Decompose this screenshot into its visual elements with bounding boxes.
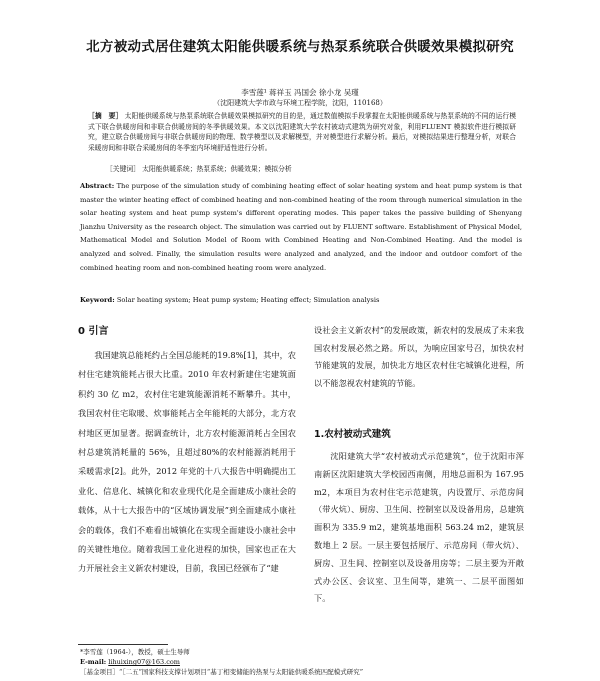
english-abstract <box>80 180 522 275</box>
footnote-email <box>80 657 520 667</box>
passive-building-paragraph <box>314 448 524 608</box>
footnote-fund: ［基金项目］“［二五”国家科技支撑计划项目“基丁相变储能的热泵与太阳能供暖系统匹配模式研究” <box>80 668 364 676</box>
authors: 李雪莲¹ 蒋祥玉 冯国会 徐小龙 吴瑾 <box>241 88 359 97</box>
chinese-abstract-text: 太阳能供暖系统与热泵系统联合供暖效果模拟研究的目的是，通过数值模拟手段掌握在太阳能供暖系统与热泵系统的不同的运行模式下联合供暖房间和非联合供暖房间的冬季供暖效果。本文以沈阳建筑大学农村被动式建筑为研究对象，利用FLUENT 模拟软件进行模拟研究，建立联合供暖房间与非联合供暖房间的物理、数学模型以及求解模型，并对模型进行求解分析。最后，对模拟结果进行整理分析，对联合采暖房间和非联合采暖房间的冬季室内环境舒适性进行分析。 <box>88 112 516 152</box>
footnote-email-label: E-mail: <box>80 658 107 666</box>
introduction-continued-text: 设社会主义新农村”的发展政策，新农村的发展成了未来我国农村发展必然之路。所以，为响应国家号召，加快农村节能建筑的发展，加快北方地区农村住宅城镇化进程，所以不能忽视农村建筑的节能。 <box>314 325 524 388</box>
paper-title: 北方被动式居住建筑太阳能供暖系统与热泵系统联合供暖效果模拟研究 <box>86 39 514 55</box>
chinese-keywords-text: 太阳能供暖系统；热泵系统；供暖效果；模拟分析 <box>142 165 292 173</box>
english-keywords-label: Keyword: <box>80 296 115 304</box>
english-keywords <box>80 294 522 306</box>
chinese-keywords-label: ［关键词］ <box>106 165 140 173</box>
affiliation: （沈阳建筑大学市政与环境工程学院，沈阳，110168） <box>213 99 387 107</box>
introduction-text: 我国建筑总能耗约占全国总能耗的19.8%[1]，其中，农村住宅建筑能耗占很大比重。2010 年农村新建住宅建筑面积约 30 亿 m2，农村住宅建筑能源消耗不断攀升。其中，我国农村住宅取暖、炊事能耗占全年能耗的大部分，北方农村地区更加显著。据调查统计，北方农村能源消耗占全国农村总建筑消耗量的 56%，且超过80%的农村能源消耗用于采暖需求[2]。此外，2012 年党的十八大报告中明确提出工业化、信息化、城镇化和农业现代化是全面建成小康社会的载体，从十七大报告中的“区域协调发展”到全面建成小康社会的载体，我们不难看出城镇化在实现全面建设小康社会中的关键性地位。随着我国工业化进程的加快，国家也正在大力开展社会主义新农村建设，目前，我国已经颁布了“建 <box>78 350 296 574</box>
section-heading-passive-building: 1.农村被动式建筑 <box>314 429 391 440</box>
footnote-author: *李雪莲（1964-），教授，硕士生导师 <box>80 648 190 656</box>
passive-building-text: 沈阳建筑大学“农村被动式示范建筑”，位于沈阳市浑南新区沈阳建筑大学校园西南侧，用地总面积为 167.95 m2，本项目为农村住宅示范建筑，内设置厅、示范房间（带火炕）、厨房、卫生间、控制室以及设备用房，总建筑面积为 335.9 m2，建筑基地面积 563.24 m2，建筑层数地上 2 层。一层主要包括展厅、示范房间（带火炕）、厨房、卫生间、控制室以及设备用房等；二层主要为开敞式办公区、会议室、卫生间等，建筑一、二层平面图如下。 <box>314 451 524 604</box>
footnote-divider <box>78 644 168 645</box>
english-abstract-text: The purpose of the simulation study of combining heating effect of solar heating system and heat pump system is that master the winter heating effect of combined heating and non-combined heating of the room through numerical simulation in the solar heating system and heat pump system's different operating modes. This paper takes the passive building of Shenyang Jianzhu University as the research object. The simulation was carried out by FLUENT software. Establishment of Physical Model, Mathematical Model and Solution Model of Room with Combined Heating and Non-Combined Heating. And the model is analyzed and solved. Finally, the simulation results were analyzed and analyzed, and the indoor and outdoor comfort of the combined heating room and non-combined heating room were analyzed. <box>80 182 522 272</box>
english-abstract-label: Abstract: <box>80 182 115 190</box>
chinese-abstract-label: ［摘 要］ <box>88 112 123 120</box>
footnote-email-address: lihuixing07@163.com <box>108 658 180 666</box>
chinese-abstract <box>88 111 516 153</box>
introduction-continued <box>314 322 524 392</box>
english-keywords-text: Solar heating system; Heat pump system; Heating effect; Simulation analysis <box>116 296 380 304</box>
section-heading-introduction: 0 引言 <box>78 326 109 337</box>
introduction-paragraph <box>78 346 296 579</box>
chinese-keywords <box>106 164 516 174</box>
